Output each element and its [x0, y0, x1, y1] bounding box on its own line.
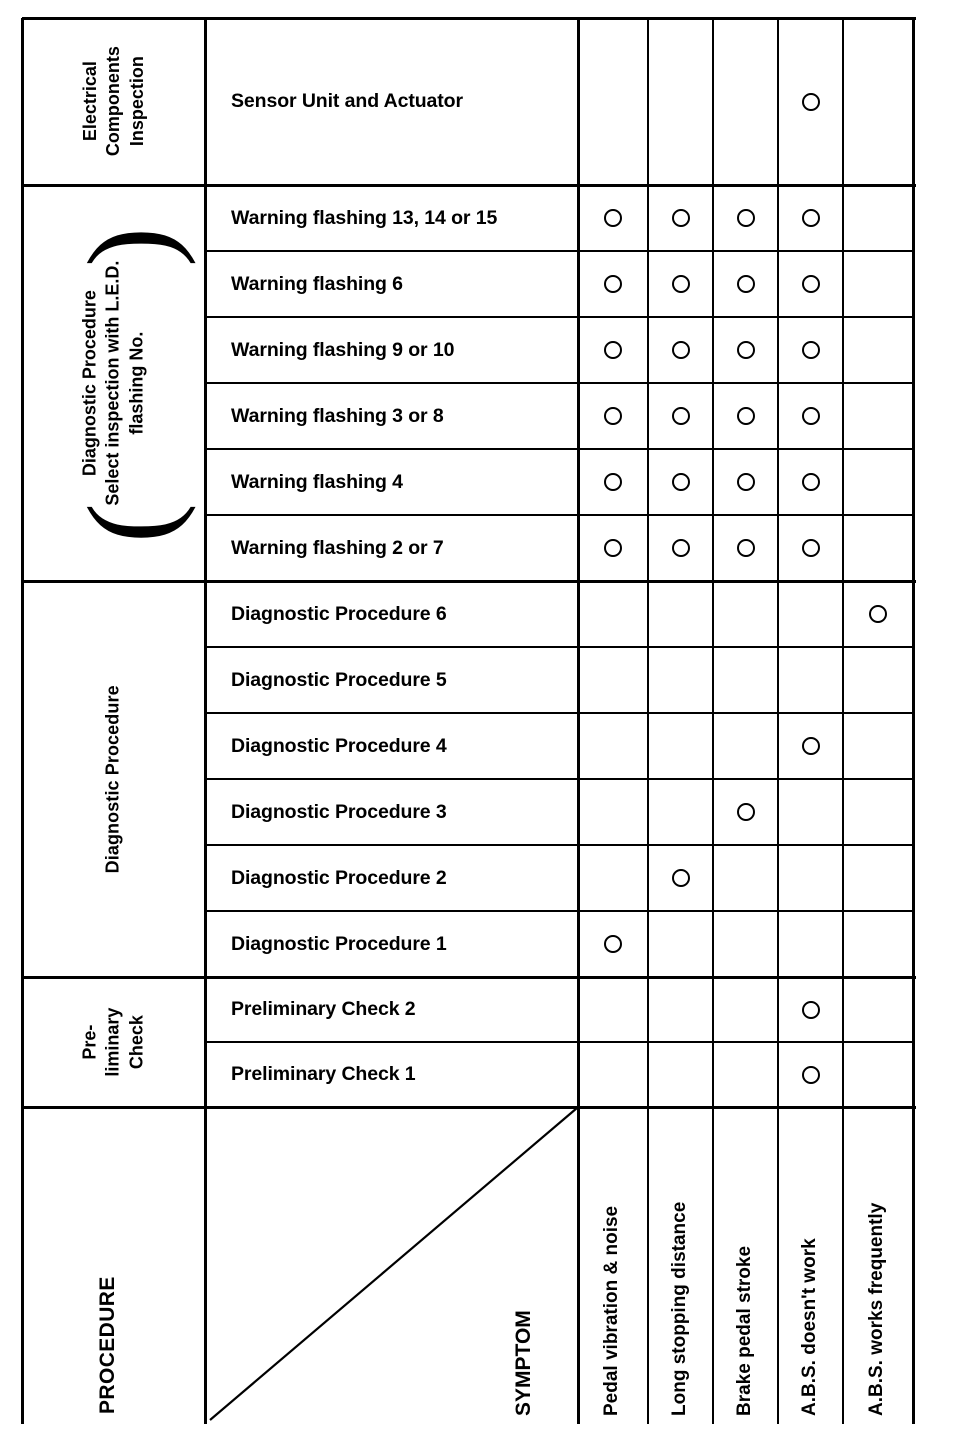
row-label-cell — [205, 515, 578, 581]
open-paren-decoration: ( — [62, 503, 196, 543]
matrix-cell — [843, 647, 913, 713]
row-separator — [205, 1041, 913, 1043]
matrix-cell — [843, 779, 913, 845]
matrix-cell — [843, 317, 913, 383]
group-separator — [22, 976, 916, 979]
matrix-cell — [713, 1042, 778, 1107]
row-separator — [205, 910, 913, 912]
mark-circle — [604, 935, 622, 953]
category-label-line: liminary — [102, 1007, 123, 1077]
mark-circle — [802, 209, 820, 227]
matrix-cell — [713, 845, 778, 911]
row-separator — [205, 712, 913, 714]
row-label-cell — [205, 18, 578, 185]
row-label-cell — [205, 581, 578, 647]
row-label-text: Preliminary Check 1 — [231, 1063, 416, 1085]
row-label-text: Diagnostic Procedure 3 — [231, 800, 447, 823]
outer-left-border — [21, 18, 24, 1424]
row-label-cell — [205, 251, 578, 317]
group-separator — [22, 184, 916, 187]
matrix-cell — [843, 185, 913, 251]
matrix-cell — [648, 18, 713, 185]
matrix-cell — [778, 845, 843, 911]
column-divider — [777, 18, 779, 1424]
mark-circle — [604, 275, 622, 293]
matrix-cell — [778, 779, 843, 845]
row-label-cell — [205, 713, 578, 779]
mark-circle — [604, 209, 622, 227]
mark-circle — [737, 209, 755, 227]
matrix-cell — [578, 713, 648, 779]
mark-circle — [802, 539, 820, 557]
mark-circle — [802, 1001, 820, 1019]
matrix-cell — [843, 449, 913, 515]
row-label-text: Preliminary Check 2 — [231, 998, 416, 1020]
matrix-cell — [843, 911, 913, 977]
matrix-cell — [843, 713, 913, 779]
category-label-line: Inspection — [126, 56, 147, 147]
mark-circle — [604, 473, 622, 491]
row-label-cell — [205, 1042, 578, 1107]
column-header-text: Brake pedal stroke — [733, 1245, 755, 1416]
label-column-divider — [577, 18, 580, 1424]
row-label-text: Diagnostic Procedure 5 — [231, 668, 447, 691]
category-label — [78, 260, 148, 505]
column-header-abs-works-frequently — [843, 1107, 913, 1424]
matrix-cell — [843, 18, 913, 185]
mark-circle — [604, 539, 622, 557]
matrix-cell — [843, 1042, 913, 1107]
mark-circle — [869, 605, 887, 623]
column-header-long-stopping-distance — [648, 1107, 713, 1424]
category-cell-preliminary-check — [22, 977, 205, 1107]
matrix-cell — [648, 779, 713, 845]
mark-circle — [672, 209, 690, 227]
procedure-label-text: PROCEDURE — [96, 1276, 119, 1414]
category-label-line: Diagnostic Procedure — [79, 289, 100, 477]
mark-circle — [802, 407, 820, 425]
row-label-text: Warning flashing 6 — [231, 272, 403, 295]
category-label — [78, 1007, 148, 1076]
matrix-cell — [843, 383, 913, 449]
matrix-cell — [578, 1042, 648, 1107]
column-divider — [842, 18, 844, 1424]
mark-circle — [672, 407, 690, 425]
row-label-text: Diagnostic Procedure 2 — [231, 866, 447, 889]
mark-circle — [737, 341, 755, 359]
category-label-line: Check — [126, 1014, 147, 1070]
matrix-cell — [578, 18, 648, 185]
column-header-text: Pedal vibration & noise — [601, 1205, 622, 1416]
category-label-line: Pre- — [79, 1024, 100, 1060]
matrix-cell — [648, 713, 713, 779]
row-separator — [205, 844, 913, 846]
matrix-cell — [648, 911, 713, 977]
group-separator — [22, 580, 916, 583]
matrix-cell — [843, 845, 913, 911]
row-label-cell — [205, 185, 578, 251]
row-label-text: Diagnostic Procedure 6 — [231, 602, 447, 625]
mark-circle — [672, 341, 690, 359]
mark-circle — [737, 803, 755, 821]
group-separator — [22, 1106, 916, 1109]
row-label-cell — [205, 383, 578, 449]
column-divider — [712, 18, 714, 1424]
row-label-text: Diagnostic Procedure 4 — [231, 734, 447, 757]
category-label-line: Electrical — [79, 61, 100, 142]
mark-circle — [737, 275, 755, 293]
row-label-text: Sensor Unit and Actuator — [231, 90, 463, 112]
matrix-cell — [713, 18, 778, 185]
column-header-abs-doesnt-work — [778, 1107, 843, 1424]
row-separator — [205, 250, 913, 252]
mark-circle — [604, 341, 622, 359]
mark-circle — [802, 275, 820, 293]
mark-circle — [802, 737, 820, 755]
matrix-cell — [843, 515, 913, 581]
category-cell-electrical-components-inspection — [22, 18, 205, 185]
mark-circle — [802, 1066, 820, 1084]
mark-circle — [802, 341, 820, 359]
matrix-cell — [648, 581, 713, 647]
matrix-cell — [713, 911, 778, 977]
matrix-cell — [843, 977, 913, 1042]
matrix-cell — [578, 581, 648, 647]
column-header-pedal-vibration-noise — [578, 1107, 648, 1424]
row-label-text: Warning flashing 3 or 8 — [231, 404, 444, 427]
row-separator — [205, 316, 913, 318]
column-header-text: Long stopping distance — [668, 1201, 690, 1416]
category-label-line: Components — [102, 46, 123, 157]
row-label-cell — [205, 779, 578, 845]
mark-circle — [802, 93, 820, 111]
row-label-cell — [205, 317, 578, 383]
column-divider — [647, 18, 649, 1424]
matrix-cell — [778, 647, 843, 713]
category-label — [102, 685, 125, 873]
mark-circle — [802, 473, 820, 491]
category-label — [78, 46, 148, 156]
matrix-cell — [778, 581, 843, 647]
matrix-cell — [578, 977, 648, 1042]
matrix-cell — [778, 911, 843, 977]
matrix-cell — [713, 977, 778, 1042]
mark-circle — [737, 539, 755, 557]
matrix-cell — [843, 251, 913, 317]
row-label-text: Warning flashing 2 or 7 — [231, 536, 444, 559]
row-label-cell — [205, 911, 578, 977]
symptom-corner-label — [512, 1107, 576, 1424]
row-separator — [205, 382, 913, 384]
row-separator — [205, 778, 913, 780]
matrix-cell — [713, 581, 778, 647]
row-label-text: Warning flashing 13, 14 or 15 — [231, 206, 498, 229]
mark-circle — [737, 473, 755, 491]
mark-circle — [604, 407, 622, 425]
category-cell-diagnostic-procedure — [22, 581, 205, 977]
symptom-label-text: SYMPTOM — [512, 1310, 535, 1416]
category-label-line: Diagnostic Procedure — [103, 684, 124, 874]
row-label-text: Diagnostic Procedure 1 — [231, 932, 447, 955]
mark-circle — [672, 473, 690, 491]
row-label-text: Warning flashing 4 — [231, 470, 403, 493]
matrix-cell — [713, 713, 778, 779]
outer-right-border — [912, 18, 915, 1424]
matrix-cell — [578, 845, 648, 911]
matrix-cell — [578, 647, 648, 713]
column-header-text: A.B.S. doesn't work — [798, 1238, 820, 1416]
column-header-brake-pedal-stroke — [713, 1107, 778, 1424]
row-label-cell — [205, 647, 578, 713]
mark-circle — [672, 539, 690, 557]
mark-circle — [737, 407, 755, 425]
close-paren-decoration: ) — [62, 227, 196, 267]
category-label-line: flashing No. — [126, 331, 147, 435]
mark-circle — [672, 869, 690, 887]
matrix-cell — [578, 779, 648, 845]
row-label-cell — [205, 845, 578, 911]
row-label-cell — [205, 977, 578, 1042]
row-label-text: Warning flashing 9 or 10 — [231, 338, 455, 361]
matrix-cell — [648, 647, 713, 713]
row-separator — [205, 646, 913, 648]
category-divider — [204, 18, 207, 1424]
group-separator — [22, 17, 916, 20]
procedure-corner-label — [22, 1107, 205, 1424]
mark-circle — [672, 275, 690, 293]
row-separator — [205, 448, 913, 450]
matrix-cell — [648, 1042, 713, 1107]
matrix-cell — [648, 977, 713, 1042]
column-header-text: A.B.S. works frequently — [866, 1202, 887, 1416]
category-label-line: Select inspection with L.E.D. — [102, 260, 123, 506]
row-label-cell — [205, 449, 578, 515]
matrix-cell — [713, 647, 778, 713]
row-separator — [205, 514, 913, 516]
